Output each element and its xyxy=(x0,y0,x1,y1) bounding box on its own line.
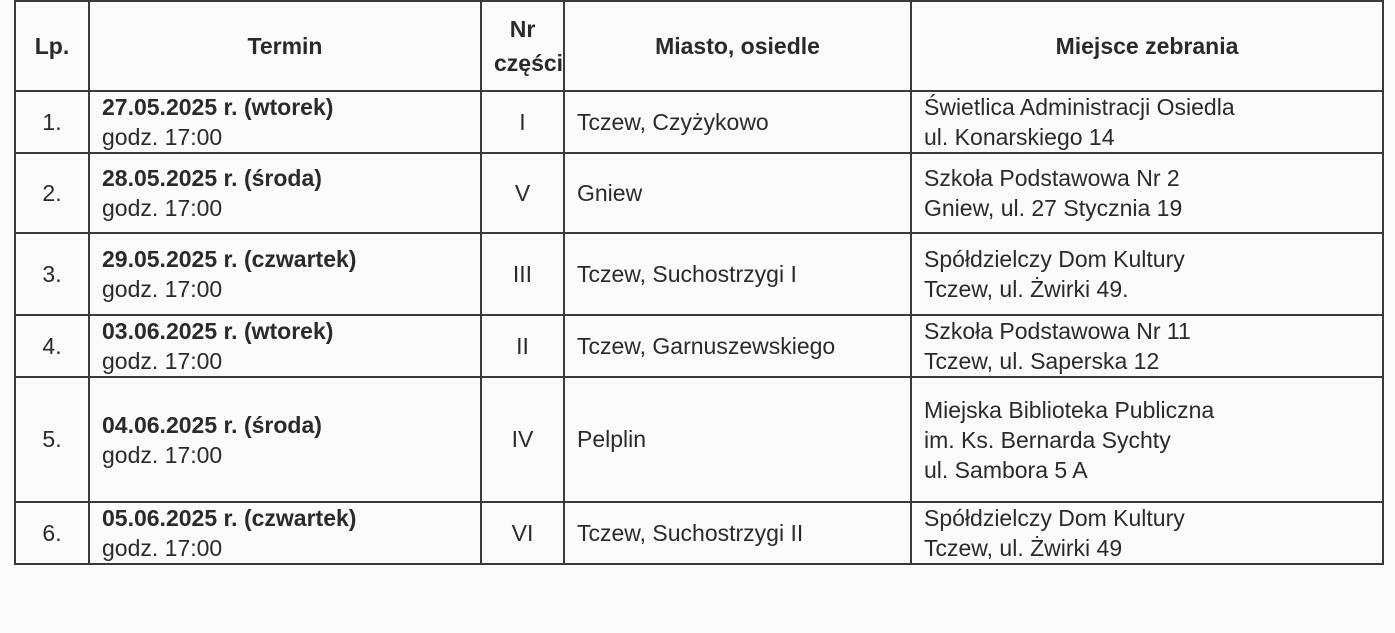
place-line: Tczew, ul. Żwirki 49 xyxy=(924,535,1123,561)
table-row xyxy=(15,153,1383,233)
cell-miasto: Tczew, Garnuszewskiego xyxy=(564,315,911,377)
cell-termin xyxy=(89,315,481,377)
cell-lp: 2. xyxy=(15,153,89,233)
meeting-time: godz. 17:00 xyxy=(102,124,223,150)
meeting-time: godz. 17:00 xyxy=(102,348,223,374)
cell-miasto: Tczew, Czyżykowo xyxy=(564,91,911,153)
cell-miasto: Gniew xyxy=(564,153,911,233)
cell-termin xyxy=(89,377,481,502)
meeting-date: 03.06.2025 r. (wtorek) xyxy=(102,318,334,344)
meeting-time: godz. 17:00 xyxy=(102,535,223,561)
meeting-date: 29.05.2025 r. (czwartek) xyxy=(102,246,357,272)
header-miasto-osiedle: Miasto, osiedle xyxy=(564,1,911,91)
place-line: Gniew, ul. 27 Stycznia 19 xyxy=(924,195,1183,221)
cell-miejsce xyxy=(911,153,1383,233)
cell-termin xyxy=(89,91,481,153)
header-nr-line1: Nr xyxy=(509,16,536,42)
cell-miejsce xyxy=(911,502,1383,564)
header-lp: Lp. xyxy=(15,1,89,91)
table-row xyxy=(15,91,1383,153)
meeting-date: 28.05.2025 r. (środa) xyxy=(102,165,322,191)
place-line: im. Ks. Bernarda Sychty xyxy=(924,426,1171,453)
header-nr-czesci xyxy=(481,1,564,91)
cell-miejsce xyxy=(911,377,1383,502)
meeting-time: godz. 17:00 xyxy=(102,195,223,221)
cell-nr-czesci: VI xyxy=(481,502,564,564)
table-row xyxy=(15,315,1383,377)
cell-termin xyxy=(89,233,481,315)
cell-termin xyxy=(89,153,481,233)
cell-nr-czesci: II xyxy=(481,315,564,377)
cell-lp: 4. xyxy=(15,315,89,377)
cell-miejsce xyxy=(911,233,1383,315)
header-termin: Termin xyxy=(89,1,481,91)
table-header-row xyxy=(15,1,1383,91)
cell-miasto: Tczew, Suchostrzygi II xyxy=(564,502,911,564)
meeting-time: godz. 17:00 xyxy=(102,276,223,302)
table-row xyxy=(15,377,1383,502)
header-miejsce-zebrania: Miejsce zebrania xyxy=(911,1,1383,91)
meeting-date: 05.06.2025 r. (czwartek) xyxy=(102,505,357,531)
cell-nr-czesci: III xyxy=(481,233,564,315)
cell-termin xyxy=(89,502,481,564)
table-row xyxy=(15,502,1383,564)
cell-miasto: Pelplin xyxy=(564,377,911,502)
cell-miejsce xyxy=(911,91,1383,153)
place-line: Spółdzielczy Dom Kultury xyxy=(924,246,1185,272)
cell-lp: 5. xyxy=(15,377,89,502)
cell-miejsce xyxy=(911,315,1383,377)
place-line: ul. Konarskiego 14 xyxy=(924,124,1115,150)
cell-nr-czesci: V xyxy=(481,153,564,233)
table-row xyxy=(15,233,1383,315)
place-line: Spółdzielczy Dom Kultury xyxy=(924,505,1185,531)
place-line: ul. Sambora 5 A xyxy=(924,456,1088,483)
meeting-date: 04.06.2025 r. (środa) xyxy=(102,411,322,438)
cell-lp: 1. xyxy=(15,91,89,153)
place-line: Tczew, ul. Żwirki 49. xyxy=(924,276,1129,302)
meeting-schedule-table xyxy=(14,0,1384,565)
cell-nr-czesci: I xyxy=(481,91,564,153)
place-line: Tczew, ul. Saperska 12 xyxy=(924,348,1160,374)
meeting-time: godz. 17:00 xyxy=(102,441,223,468)
meeting-date: 27.05.2025 r. (wtorek) xyxy=(102,94,334,120)
cell-nr-czesci: IV xyxy=(481,377,564,502)
cell-lp: 3. xyxy=(15,233,89,315)
place-line: Miejska Biblioteka Publiczna xyxy=(924,396,1215,423)
place-line: Szkoła Podstawowa Nr 11 xyxy=(924,318,1191,344)
header-nr-line2: części xyxy=(494,50,564,76)
cell-miasto: Tczew, Suchostrzygi I xyxy=(564,233,911,315)
place-line: Świetlica Administracji Osiedla xyxy=(924,94,1235,120)
place-line: Szkoła Podstawowa Nr 2 xyxy=(924,165,1180,191)
cell-lp: 6. xyxy=(15,502,89,564)
